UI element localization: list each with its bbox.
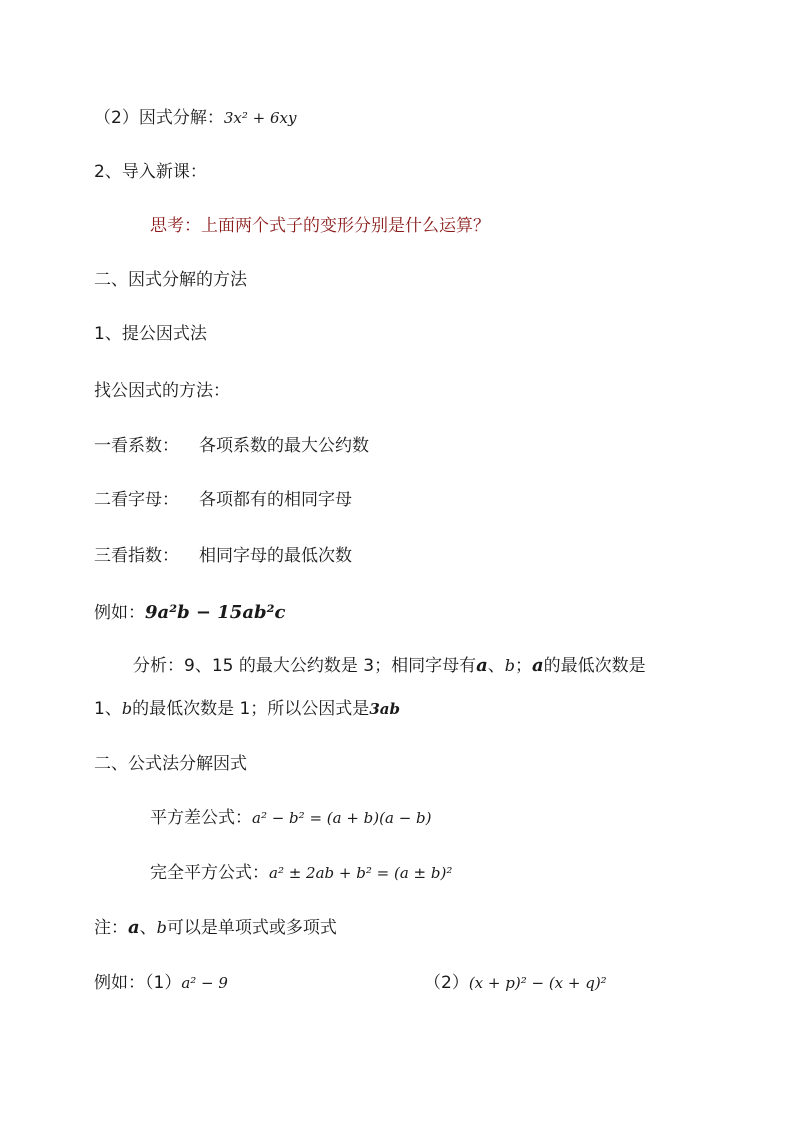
- example2-label: 例如：（1）: [94, 973, 182, 993]
- var-a-2: a: [532, 655, 544, 676]
- analysis-text-1: 分析：9、15 的最大公约数是 3；相同字母有: [133, 656, 477, 676]
- analysis-line-2: [94, 697, 400, 721]
- heading-new-lesson: 2、导入新课：: [94, 162, 207, 182]
- section-heading-methods: 二、因式分解的方法: [94, 270, 247, 290]
- example2-label-2: （2）: [424, 973, 469, 993]
- rule-letters: [94, 488, 352, 512]
- note-line: [94, 916, 337, 940]
- example-label: 例如：: [94, 603, 145, 623]
- rule-coefficient: [94, 434, 369, 458]
- thinking-question: 思考：上面两个式子的变形分别是什么运算？: [150, 216, 490, 236]
- example2-expression-1: a² − 9: [181, 974, 228, 992]
- common-factor-result: 3ab: [369, 700, 400, 718]
- rule-exponent-body: 相同字母的最低次数: [199, 546, 352, 566]
- analysis-text-5: 的最低次数是 1；所以公因式是: [132, 699, 370, 719]
- analysis-text-2: ；: [515, 656, 532, 676]
- section-heading-formula: 二、公式法分解因式: [94, 754, 247, 774]
- note-text: 可以是单项式或多项式: [166, 918, 337, 938]
- difference-of-squares-label: 平方差公式：: [150, 808, 252, 828]
- rule-letters-head: 二看字母：: [94, 490, 179, 510]
- analysis-text-4: 1、: [94, 699, 122, 719]
- note-label: 注：: [94, 918, 128, 938]
- analysis-sep: 、: [487, 656, 505, 676]
- common-factor-method-title: 找公因式的方法：: [94, 381, 230, 401]
- note-var-a: a: [128, 917, 140, 938]
- example2-expression-2: (x + p)² − (x + q)²: [468, 974, 607, 992]
- line-factorize-example: [94, 106, 296, 130]
- var-b: b: [504, 656, 515, 675]
- analysis-text-3: 的最低次数是: [543, 656, 646, 676]
- difference-of-squares: [150, 806, 432, 830]
- example-line-2-part-2: [424, 971, 607, 995]
- example-expression: 9a²b − 15ab²c: [145, 602, 286, 623]
- subheading-common-factor: 1、提公因式法: [94, 324, 207, 344]
- difference-of-squares-formula: a² − b² = (a + b)(a − b): [252, 809, 432, 827]
- rule-exponent: [94, 544, 352, 568]
- rule-coefficient-head: 一看系数：: [94, 436, 179, 456]
- rule-coefficient-body: 各项系数的最大公约数: [199, 436, 369, 456]
- perfect-square-label: 完全平方公式：: [150, 863, 269, 883]
- note-sep: 、: [139, 918, 157, 938]
- example-line-1: [94, 601, 285, 625]
- perfect-square: [150, 861, 452, 885]
- factorize-label: （2）因式分解：: [94, 108, 224, 128]
- rule-letters-body: 各项都有的相同字母: [199, 490, 352, 510]
- rule-exponent-head: 三看指数：: [94, 546, 179, 566]
- analysis-line-1: [133, 654, 646, 678]
- var-a: a: [476, 655, 488, 676]
- note-var-b: b: [156, 918, 167, 937]
- perfect-square-formula: a² ± 2ab + b² = (a ± b)²: [269, 864, 453, 882]
- example-line-2: [94, 971, 228, 995]
- factorize-expression: 3x² + 6xy: [223, 109, 297, 127]
- var-b-2: b: [121, 699, 133, 718]
